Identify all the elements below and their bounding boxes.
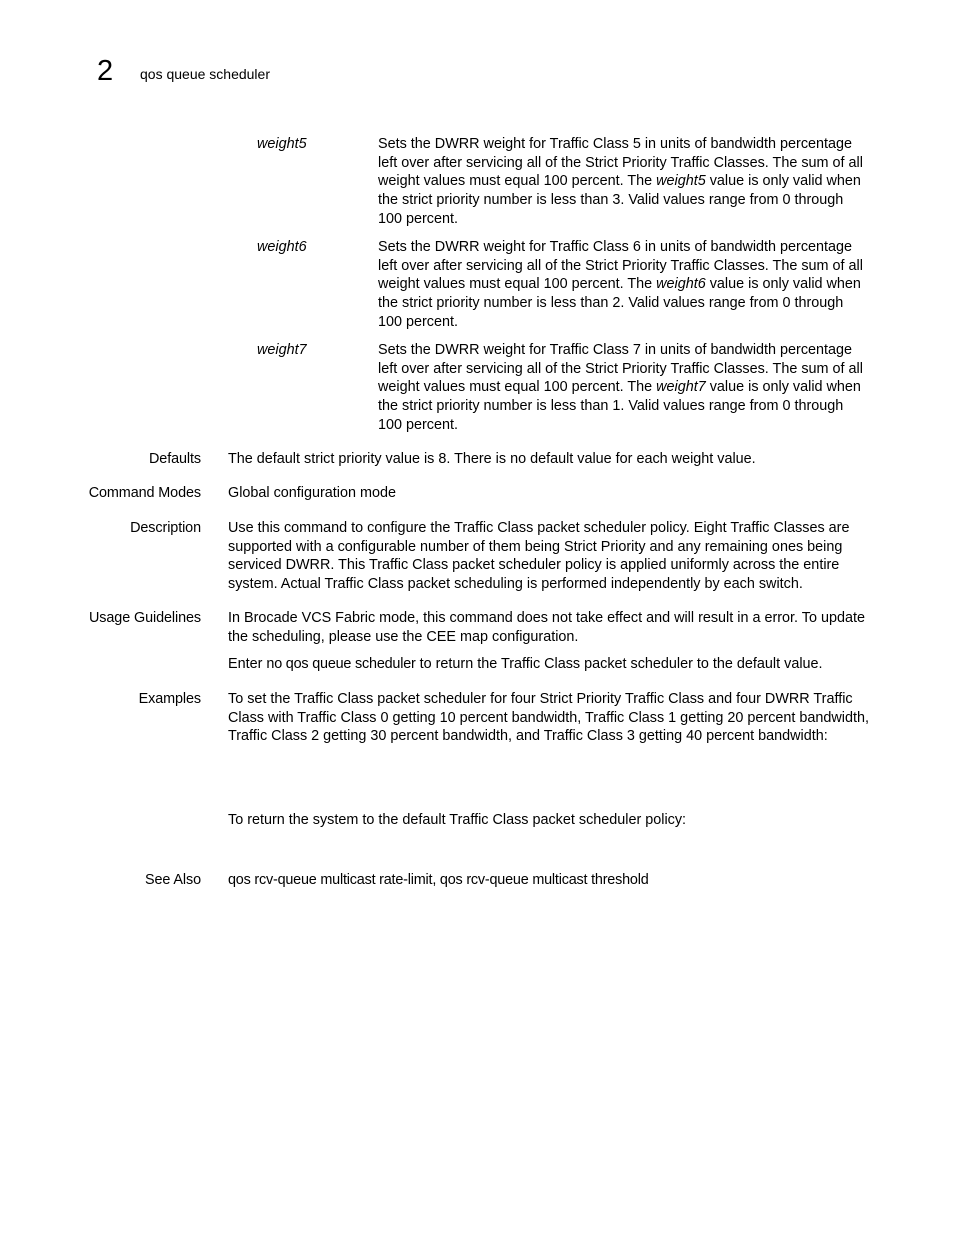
section-label: Usage Guidelines	[89, 610, 201, 626]
running-title: qos queue scheduler	[140, 66, 270, 82]
section-label: Examples	[138, 691, 201, 707]
section-body: To set the Traffic Class packet scheduler for four Strict Priority Traffic Class and four DWRR Traffic Class with Traffic Class 0 getting 10 percent bandwidth, Traffic Class 1 getting 20 percent bandwidth, Traffic Class 2 getting 30 percent bandwidth, and Traffic Class 3 getting 40 percent bandwidth:	[228, 691, 870, 745]
parameter-description: Sets the DWRR weight for Traffic Class 6 in units of bandwidth percentage left over after servicing all of the Strict Priority Traffic Classes. The sum of all weight values must equal 100 percent. The weight6 value is only valid when the strict priority number is less than 2. Valid values range from 0 through 100 percent.	[378, 239, 863, 330]
section-label: Description	[130, 520, 201, 536]
section-body: The default strict priority value is 8. There is no default value for each weight value.	[228, 451, 756, 467]
command-reference: no qos queue scheduler	[266, 656, 416, 673]
parameter-name: weight5	[257, 136, 307, 152]
section-body: Global configuration mode	[228, 485, 396, 501]
parameter-name: weight7	[257, 342, 307, 358]
section-body	[228, 871, 870, 890]
see-also-links[interactable]: qos rcv-queue multicast rate-limit, qos rcv-queue multicast threshold	[228, 872, 649, 888]
section-body: In Brocade VCS Fabric mode, this command does not take effect and will result in a error. To update the scheduling, please use the CEE map configuration. Enter no qos queue scheduler to return the Traffic Class packet scheduler to the default value.	[228, 610, 865, 673]
section-label: Defaults	[149, 451, 201, 467]
parameter-description: Sets the DWRR weight for Traffic Class 7 in units of bandwidth percentage left over after servicing all of the Strict Priority Traffic Classes. The sum of all weight values must equal 100 percent. The weight7 value is only valid when the strict priority number is less than 1. Valid values range from 0 through 100 percent.	[378, 342, 863, 433]
section-body: To return the system to the default Traffic Class packet scheduler policy:	[228, 812, 687, 828]
section-label: See Also	[144, 872, 201, 888]
parameter-description: Sets the DWRR weight for Traffic Class 5 in units of bandwidth percentage left over after servicing all of the Strict Priority Traffic Classes. The sum of all weight values must equal 100 percent. The weight5 value is only valid when the strict priority number is less than 3. Valid values range from 0 through 100 percent.	[378, 136, 863, 227]
section-body: Use this command to configure the Traffic Class packet scheduler policy. Eight Traffic Classes are supported with a configurable number of them being Strict Priority and any remaining ones being serviced DWRR. This Traffic Class packet scheduler policy is applied uniformly across the entire system. Actual Traffic Class packet scheduling is performed independently by each switch.	[228, 520, 850, 593]
parameter-name: weight6	[257, 239, 307, 255]
chapter-number: 2	[97, 55, 114, 87]
section-label: Command Modes	[88, 485, 201, 501]
